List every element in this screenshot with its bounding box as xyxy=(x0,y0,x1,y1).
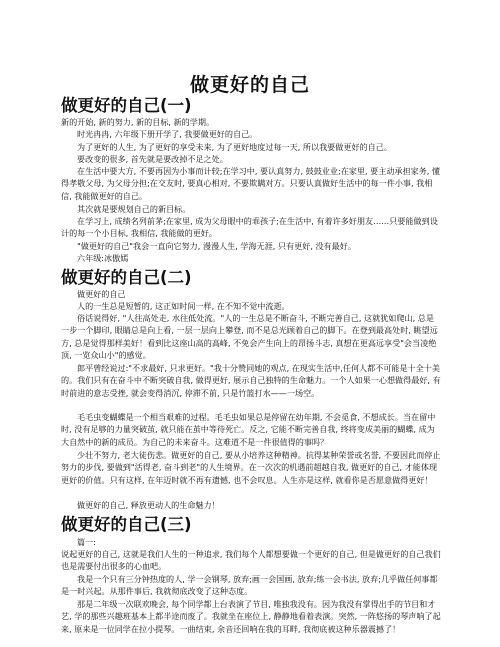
paragraph: 在学习上, 成绩名列前茅;在家里, 成为父母眼中的乖孩子;在生活中, 有着许多好朋友……只要能做到设计的每一个小目标, 我相信, 我能做的更好。 xyxy=(61,216,438,239)
paragraph: 要改变的很多, 首先就是要改掉不足之处。 xyxy=(77,154,228,164)
section-heading: 做更好的自己(一) xyxy=(61,96,192,115)
paragraph: 篇一: xyxy=(77,537,96,547)
paragraph: 郎平曾经说过:"不求最好, 只求更好。"我十分赞同她的观点, 在现实生活中,任何人都不可能是十全十美的。我们只有在奋斗中不断突破自我, 做得更好, 展示自己独特的生命魅力。一个人如果一心想做得最好, 有时前进的意志受挫, 就会变得消沉, 停滞不前, 只是竹篮打水——一场空。 xyxy=(61,363,441,398)
paragraph: 在生活中要大方, 不要再因为小事而计较;在学习中, 要认真努力, 鼓鼓业业;在家里, 要主动承担家务, 懂得孝敬父母, 为父母分担;在交友时, 要真心相对, 不要欺瞒对方。只要认真做好生活中的每一件小事, 我相信, 我能做更好的自己。 xyxy=(61,166,441,201)
document-title: 做更好的自己 xyxy=(189,74,310,96)
paragraph: 做更好的自己 xyxy=(77,289,126,299)
paragraph: 毛毛虫变蝴蝶是一个相当艰难的过程。毛毛虫如果总是停留在幼年期, 不会觅食, 不想成长。当在留中时, 没有足够的力量突破茧, 就只能在茧中等待死亡。反之, 它能不断完善自我, 终将变成美丽的蝴蝶, 成为大自然中的新的成员。为自己的未来奋斗。这难道不是一件很值得的事吗？ xyxy=(61,412,436,447)
paragraph: 我是一个只有三分钟热度的人, 学一会钢琴, 放弃;画一会国画, 放弃;练一会书法, 放弃;几乎做任何事都是一时兴起。从那件事后, 我就彻底改变了这种态度。 xyxy=(61,574,438,597)
paragraph: 说起更好的自己, 这就是我们人生的一种追求, 我们每个人都想要做一个更好的自己, 但是做更好的自己我们也是需要付出很多的心血吧。 xyxy=(61,549,441,572)
paragraph: 新的开始, 新的努力, 新的目标, 新的学期。 xyxy=(61,117,215,127)
paragraph: 做更好的自己, 释放更动人的生命魅力！ xyxy=(77,500,220,510)
paragraph: 少壮不努力, 老大徒伤悲。做更好的自己, 要从小培养这种精神。抗得某种荣誉或名誉, 不要因此而停止努力的步伐, 要做到"活得老, 奋斗到老"的人生境界。在一次次的机遇前超越自我, 做更好的自己, 才能体现更好的价值。只有这样, 在年迈时就不再有遗憾, 也不会叹息。人生亦是这样, 就看你是否愿意做得更好！ xyxy=(61,450,441,485)
paragraph: 为了更好的人生, 为了更好的享受未来, 为了更好地度过每一天, 所以我要做更好的自己。 xyxy=(77,142,392,152)
paragraph: 时光冉冉, 六年级下册开学了, 我要做更好的自己。 xyxy=(77,129,258,139)
section-heading: 做更好的自己(二) xyxy=(61,268,192,287)
paragraph: 人的一生总是短暂的, 这正如时间一样, 在不知不觉中流逝。 xyxy=(77,301,290,311)
paragraph: 其次就是要规划自己的新目标。 xyxy=(77,204,191,214)
section-heading: 做更好的自己(三) xyxy=(61,515,192,534)
paragraph: "做更好的自己"我会一直向它努力, 漫漫人生, 学海无涯, 只有更好, 没有最好。 xyxy=(77,241,356,251)
paragraph: 那是二年级一次联欢晚会, 每个同学都上台表演了节目, 唯独我没有。因为我没有掌得出手的节目和才艺, 学的那些兴趣班基本上都半途而废了。我就坐在座位上, 静静地看着表演。突然, 一阵悠扬的琴声响了起来, 原来是一位同学在拉小提琴。一曲结束, 余音还回响在我的耳畔, 我彻底被这种乐器震撼了！ xyxy=(61,599,441,634)
paragraph: 俗话说得好, "人往高处走, 水往低处流。"人的一生总是不断奋斗, 不断完善自己, 这就犹如爬山, 总是一步一个脚印, 眼睛总是向上看, 一层一层向上攀登, 而不是总光顾着自己的脚下。在登到最高处时, 眺望远方, 总是觉得那样美好！看到比这座山高的高峰, 不免会产生向上的昂扬斗志, 真想在更高远享受"会当凌绝顶, 一览众山小"的感觉。 xyxy=(61,313,438,361)
author-line: 六年级:冰傲嫣 xyxy=(77,253,129,263)
